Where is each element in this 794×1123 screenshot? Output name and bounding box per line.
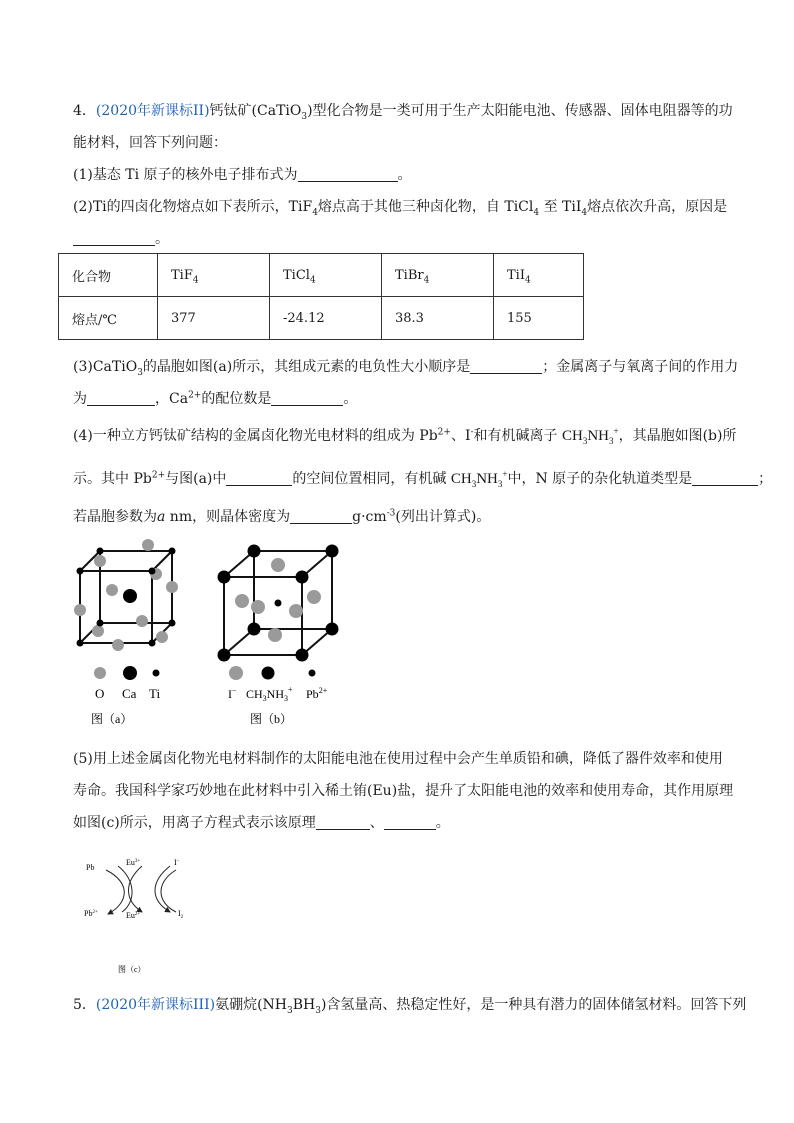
legend-titanium: Ti xyxy=(149,686,161,701)
table-row-values xyxy=(59,297,584,340)
figure-b-halide-perovskite-cell xyxy=(212,535,342,725)
organic-ion-formula: $CH_3NH_3^+$ xyxy=(561,426,619,446)
iodide-atom xyxy=(271,558,285,572)
iodide-atom xyxy=(235,594,249,608)
iodide-atom xyxy=(307,590,321,604)
organic-ion-formula: $CH_3NH_3^+$ xyxy=(450,469,508,489)
answer-blank-3[interactable] xyxy=(470,359,542,374)
legend-iodide: I− xyxy=(228,686,237,701)
answer-blank-1[interactable] xyxy=(298,167,398,182)
calcium-atom xyxy=(123,589,137,603)
q4-intro-line2: 能材料，回答下列问题： xyxy=(73,135,227,151)
table-cell-value: 38.3 xyxy=(382,297,494,340)
q4-part4-line3: 若晶胞参数为a nm，则晶体密度为 $g\cdot cm^{-3}$(列出计算式)。 xyxy=(73,508,491,525)
q4-part2: (2)Ti的四卤化物熔点如下表所示，TiF$_4$熔点高于其他三种卤化物，自 TiCl$_4$ 至 TiI$_4$熔点依次升高，原因是 xyxy=(73,199,728,218)
table-cell-compound: TiI$_4$ xyxy=(494,254,584,297)
legend-lead-marker xyxy=(309,670,316,677)
legend-calcium-marker xyxy=(123,666,137,680)
iodide-atom xyxy=(289,604,303,618)
q4-intro-line1: 4．(2020年新课标II)钙钛矿(CaTiO$_3$)型化合物是一类可用于生产太阳能电池、传感器、固体电阻器等的功 xyxy=(73,103,733,122)
table-row-label: 熔点/℃ xyxy=(59,297,158,340)
q4-part5-line1: (5)用上述金属卤化物光电材料制作的太阳能电池在使用过程中会产生单质铅和碘，降低了器件效率和使用 xyxy=(73,751,723,767)
table-cell-value: 155 xyxy=(494,297,584,340)
answer-blank-7[interactable] xyxy=(692,471,758,486)
legend-iodide-marker xyxy=(229,666,243,680)
legend-organic-marker xyxy=(262,667,275,680)
answer-blank-5[interactable] xyxy=(271,391,343,406)
oxygen-atom xyxy=(74,604,86,616)
q4-part5-line2: 寿命。我国科学家巧妙地在此材料中引入稀土铕(Eu)盐，提升了太阳能电池的效率和使用寿命，其作用原理 xyxy=(73,783,734,799)
organic-cation-atom xyxy=(326,623,339,636)
answer-blank-6[interactable] xyxy=(226,471,292,486)
oxygen-atom xyxy=(136,615,148,627)
figure-b-caption: 图（b） xyxy=(250,712,293,725)
organic-cation-atom xyxy=(326,545,339,558)
melting-point-table xyxy=(58,253,584,340)
lead-atom xyxy=(275,600,282,607)
titanium-atom xyxy=(77,568,84,575)
oxygen-atom xyxy=(142,539,154,551)
table-row-header xyxy=(59,254,584,297)
label-pb2: $Pb^{2+}$ xyxy=(84,909,98,918)
q4-part5-line3: 如图(c)所示，用离子方程式表示该原理 、 。 xyxy=(73,815,450,831)
legend-oxygen: O xyxy=(95,686,105,701)
label-eu3: $Eu^{3+}$ xyxy=(126,858,141,867)
label-eu2: $Eu^{2+}$ xyxy=(126,911,141,920)
figure-a-perovskite-cell xyxy=(64,535,184,725)
table-cell-compound: TiCl$_4$ xyxy=(270,254,382,297)
q4-source-link[interactable]: (2020年新课标II) xyxy=(95,103,210,119)
label-iodide: I− xyxy=(174,858,180,867)
q5-source-link[interactable]: (2020年新课标III) xyxy=(95,997,216,1013)
label-pb: Pb xyxy=(86,863,95,872)
titanium-atom xyxy=(149,640,156,647)
q4-part4: (4)一种立方钙钛矿结构的金属卤化物光电材料的组成为 $Pb^{2+}$、I-和有机碱离子 $CH_3NH_3^+$，其晶胞如图(b)所 xyxy=(73,426,737,446)
answer-blank-8[interactable] xyxy=(290,509,352,524)
answer-blank-4[interactable] xyxy=(87,391,155,406)
table-cell-compound: TiBr$_4$ xyxy=(382,254,494,297)
figure-c-caption: 图（c） xyxy=(118,965,146,974)
organic-cation-atom xyxy=(296,571,309,584)
organic-cation-atom xyxy=(296,649,309,662)
oxygen-atom xyxy=(92,625,104,637)
titanium-atom xyxy=(97,548,104,555)
oxygen-atom xyxy=(94,555,106,567)
titanium-atom xyxy=(169,620,176,627)
q5-intro: 5．(2020年新课标III)氨硼烷$(NH_3BH_3)$含氢量高、热稳定性好，是一种具有潜力的固体储氢材料。回答下列 xyxy=(73,997,747,1016)
titanium-atom xyxy=(77,640,84,647)
q4-number: 4． xyxy=(73,103,96,119)
legend-calcium: Ca xyxy=(122,686,137,701)
titanium-atom xyxy=(97,620,104,627)
q4-part1: (1)基态 Ti 原子的核外电子排布式为 。 xyxy=(73,167,412,183)
answer-blank-10[interactable] xyxy=(384,815,436,830)
titanium-atom xyxy=(169,548,176,555)
label-iodine: $I_2$ xyxy=(178,909,184,920)
organic-cation-atom xyxy=(248,545,261,558)
table-cell-value: 377 xyxy=(158,297,270,340)
answer-blank-9[interactable] xyxy=(316,815,370,830)
answer-blank-2[interactable] xyxy=(73,231,155,246)
q4-part3: (3)CaTiO$_3$的晶胞如图(a)所示，其组成元素的电负性大小顺序是 ；金属离子与氧离子间的作用力 xyxy=(73,359,739,378)
q4-part3-line2: 为 ，$Ca^{2+}$的配位数是 。 xyxy=(73,390,358,407)
q5-number: 5． xyxy=(73,997,96,1013)
table-cell-compound: TiF$_4$ xyxy=(158,254,270,297)
figure-a-caption: 图（a） xyxy=(91,712,133,725)
legend-lead: $Pb^{2+}$ xyxy=(306,686,328,701)
q4-part4-line2: 示。其中 $Pb^{2+}$与图(a)中 的空间位置相同，有机碱 $CH_3NH_3^+$中，N 原子的杂化轨道类型是 ； xyxy=(73,469,773,489)
oxygen-atom xyxy=(156,631,168,643)
q4-part2-line2: 。 xyxy=(73,229,169,249)
organic-cation-atom xyxy=(218,571,231,584)
oxygen-atom xyxy=(106,584,118,596)
organic-cation-atom xyxy=(248,623,261,636)
oxygen-atom xyxy=(112,639,124,651)
iodide-atom xyxy=(251,600,265,614)
organic-cation-atom xyxy=(218,649,231,662)
table-cell-value: -24.12 xyxy=(270,297,382,340)
legend-titanium-marker xyxy=(153,670,160,677)
table-header-label: 化合物 xyxy=(59,254,158,297)
legend-oxygen-marker xyxy=(94,667,106,679)
oxygen-atom xyxy=(166,581,178,593)
legend-organic-cation: $CH_3NH_3^+$ xyxy=(246,685,293,703)
figure-c-redox-cycle xyxy=(78,850,208,980)
titanium-atom xyxy=(149,568,156,575)
iodide-atom xyxy=(268,628,282,642)
